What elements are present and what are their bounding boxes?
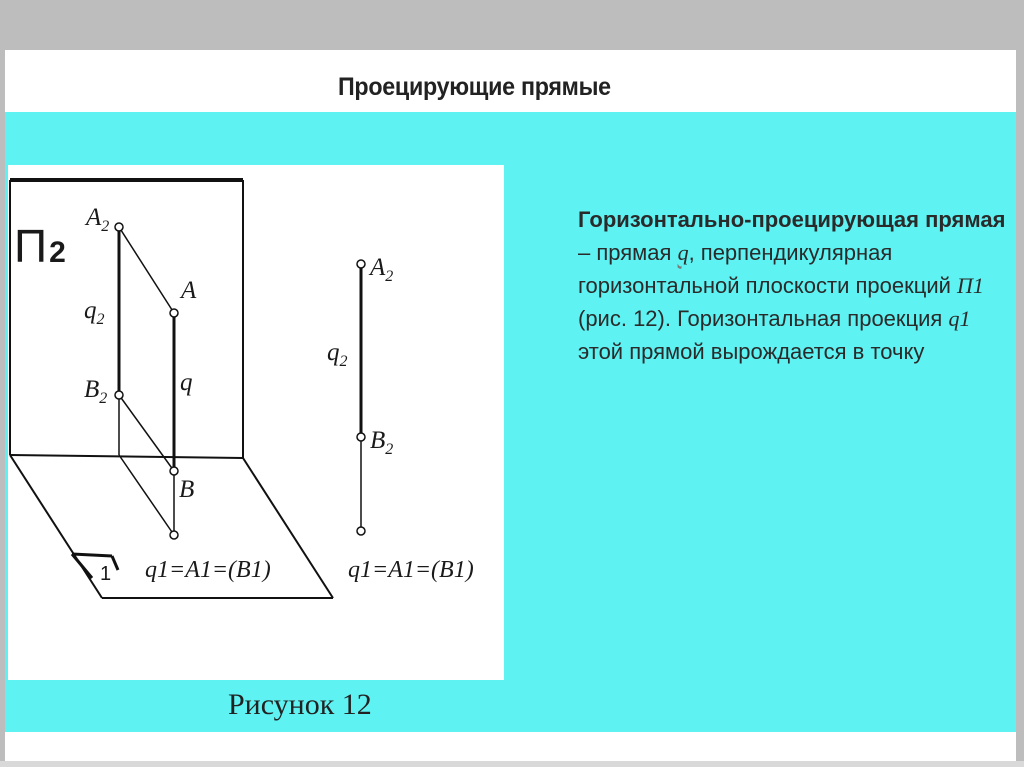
label-foot-right: q1=A1=(B1) bbox=[348, 557, 474, 583]
label-plane-h-sub: 1 bbox=[100, 563, 112, 585]
label-A2: $A_2$ bbox=[86, 204, 110, 235]
symbol-pi1: П1 bbox=[957, 273, 984, 298]
label-q2: $q_2$ bbox=[84, 297, 105, 328]
label-right-q2: $q_2$ bbox=[327, 339, 348, 370]
point-q1 bbox=[170, 531, 178, 539]
label-B: B bbox=[179, 476, 195, 503]
symbol-q: q bbox=[677, 240, 689, 265]
label-foot-left: q1=A1=(B1) bbox=[145, 557, 271, 583]
figure-caption: Рисунок 12 bbox=[228, 688, 372, 721]
label-A: A bbox=[181, 277, 197, 304]
point-A bbox=[170, 309, 178, 317]
description-text: Горизонтально-проецирующая прямая – прямая q, перпендикулярная горизонтальной плоскости проекций П1 (рис. 12). Горизонтальная проекция q1 этой прямой вырождается в точку bbox=[578, 207, 1006, 364]
point-A2 bbox=[115, 223, 123, 231]
label-plane-v: П2 bbox=[14, 220, 66, 272]
point-B2 bbox=[115, 391, 123, 399]
term: Горизонтально-проецирующая прямая bbox=[578, 207, 1006, 232]
projection-lines-left bbox=[119, 227, 174, 535]
slide-title: Проецирующие прямые bbox=[338, 73, 611, 101]
label-right-B2: $B_2$ bbox=[370, 427, 394, 458]
label-right-A2: $A_2$ bbox=[370, 254, 394, 285]
symbol-q1: q1 bbox=[948, 306, 971, 331]
label-q: q bbox=[180, 369, 193, 396]
label-B2: $B_2$ bbox=[84, 376, 108, 407]
point-B bbox=[170, 467, 178, 475]
frame-bottom bbox=[0, 761, 1024, 767]
